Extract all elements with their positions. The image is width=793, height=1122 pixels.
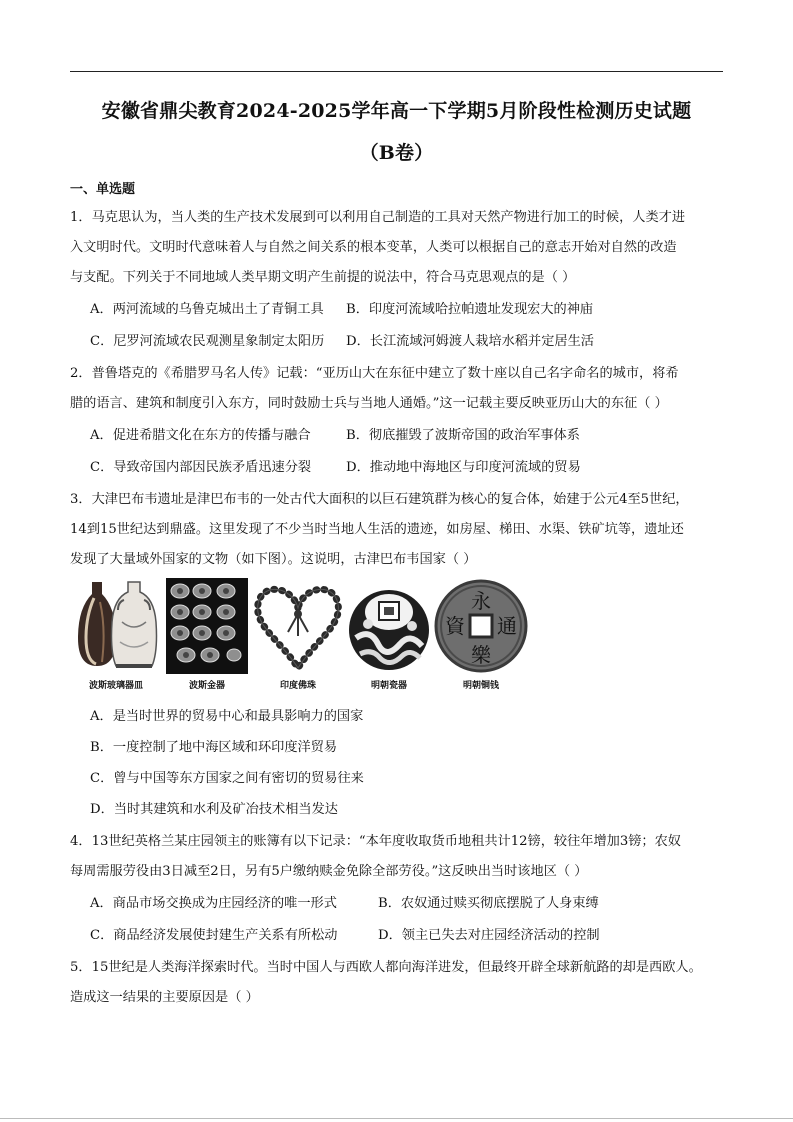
q4-option-b[interactable]: B．农奴通过赎买彻底摆脱了人身束缚	[378, 896, 599, 911]
question-3-line: 14到15世纪达到鼎盛。这里发现了不少当时当地人生活的遗迹，如房屋、梯田、水渠、铁矿坑等，遗址还	[70, 522, 684, 537]
question-5-line: 5．15世纪是人类海洋探索时代。当时中国人与西欧人都向海洋进发，但最终开辟全球新航路的却是西欧人。	[70, 960, 702, 975]
persian-glassware-photo	[70, 578, 162, 674]
coin-char-left: 資	[445, 614, 465, 638]
q3-option-b[interactable]: B．一度控制了地中海区域和环印度洋贸易	[90, 740, 338, 755]
question-3-line: 发现了大量域外国家的文物（如下图）。这说明，古津巴布韦国家（ ）	[70, 552, 477, 567]
q2-option-d[interactable]: D．推动地中海地区与印度河流域的贸易	[346, 460, 581, 475]
q3-option-a[interactable]: A．是当时世界的贸易中心和最具影响力的国家	[90, 709, 364, 724]
q4-option-d[interactable]: D．领主已失去对庄园经济活动的控制	[378, 928, 600, 943]
q2-option-a[interactable]: A．促进希腊文化在东方的传播与融合	[90, 428, 311, 443]
coin-char-bottom: 樂	[471, 643, 491, 667]
exam-title: 安徽省鼎尖教育2024-2025学年高一下学期5月阶段性检测历史试题	[101, 100, 692, 122]
question-2-line: 腊的语言、建筑和制度引入东方，同时鼓励士兵与当地人通婚。”这一记载主要反映亚历山大的东征（ ）	[70, 396, 668, 411]
indian-beads-photo	[252, 578, 344, 674]
ming-coin-photo	[434, 578, 528, 674]
persian-gold-photo	[166, 578, 248, 674]
q2-option-c[interactable]: C．导致帝国内部因民族矛盾迅速分裂	[90, 460, 312, 475]
q1-option-d[interactable]: D．长江流域河姆渡人栽培水稻并定居生活	[346, 334, 594, 349]
q1-option-a[interactable]: A．两河流域的乌鲁克城出土了青铜工具	[90, 302, 324, 317]
header-rule	[70, 71, 723, 72]
question-5-line: 造成这一结果的主要原因是（ ）	[70, 990, 259, 1005]
caption-persian-glassware: 波斯玻璃器皿	[88, 681, 143, 691]
q3-option-d[interactable]: D．当时其建筑和水利及矿冶技术相当发达	[90, 802, 338, 817]
footer-rule	[0, 1118, 793, 1119]
question-1-line: 入文明时代。文明时代意味着人与自然之间关系的根本变革，人类可以根据自己的意志开始对自然的改造	[70, 240, 677, 255]
caption-persian-gold: 波斯金器	[188, 681, 225, 691]
question-1-line: 1．马克思认为，当人类的生产技术发展到可以利用自己制造的工具对天然产物进行加工的时候，人类才进	[70, 210, 686, 225]
q4-option-a[interactable]: A．商品市场交换成为庄园经济的唯一形式	[90, 896, 337, 911]
question-1-line: 与支配。下列关于不同地域人类早期文明产生前提的说法中，符合马克思观点的是（ ）	[70, 270, 576, 285]
q1-option-c[interactable]: C．尼罗河流域农民观测星象制定太阳历	[90, 334, 325, 349]
caption-ming-coin: 明朝铜钱	[462, 681, 499, 691]
question-3-line: 3．大津巴布韦遗址是津巴布韦的一处古代大面积的以巨石建筑群为核心的复合体，始建于公元4至5世纪，	[70, 492, 689, 507]
q1-option-b[interactable]: B．印度河流域哈拉帕遗址发现宏大的神庙	[346, 302, 594, 317]
section-heading: 一、单选题	[70, 182, 136, 197]
q2-option-b[interactable]: B．彻底摧毁了波斯帝国的政治军事体系	[346, 428, 580, 443]
exam-subtitle: （B卷）	[359, 142, 434, 164]
ming-porcelain-photo	[346, 578, 432, 674]
caption-ming-porcelain: 明朝瓷器	[370, 681, 407, 691]
artifact-figure	[70, 578, 530, 696]
caption-indian-beads: 印度佛珠	[279, 681, 316, 691]
question-4-line: 每周需服劳役由3日减至2日，另有5户缴纳赎金免除全部劳役。”这反映出当时该地区（ ）	[70, 864, 588, 879]
coin-char-top: 永	[471, 589, 491, 613]
q4-option-c[interactable]: C．商品经济发展使封建生产关系有所松动	[90, 928, 338, 943]
q3-option-c[interactable]: C．曾与中国等东方国家之间有密切的贸易往来	[90, 771, 364, 786]
question-2-line: 2．普鲁塔克的《希腊罗马名人传》记载：“亚历山大在东征中建立了数十座以自己名字命名的城市，将希	[70, 366, 679, 381]
coin-char-right: 通	[497, 614, 517, 638]
question-4-line: 4．13世纪英格兰某庄园领主的账簿有以下记录：“本年度收取货币地租共计12镑，较往年增加3镑；农奴	[70, 834, 681, 849]
